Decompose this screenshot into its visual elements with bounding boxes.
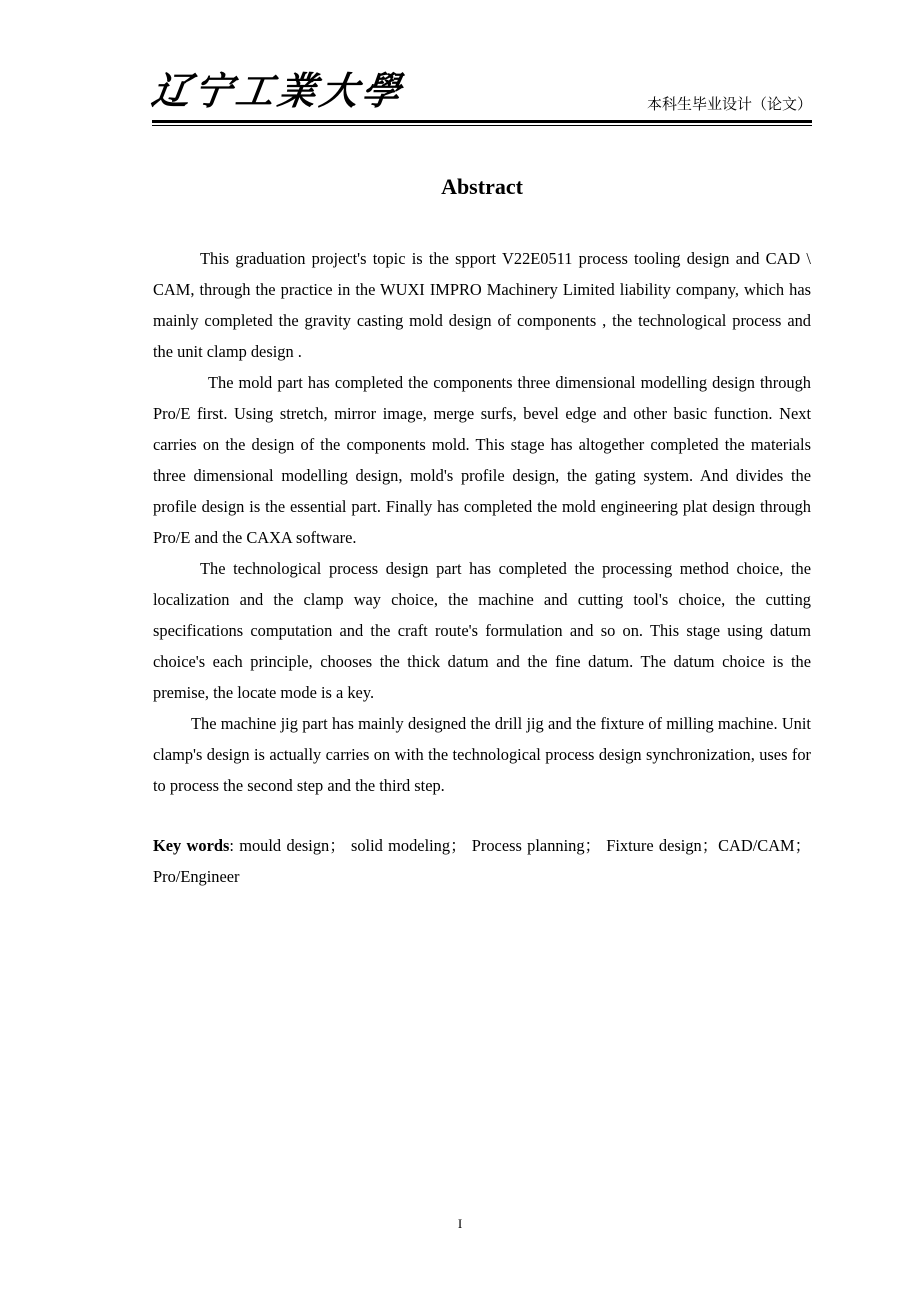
abstract-paragraph: The machine jig part has mainly designed the drill jig and the fixture of milling machine. Unit clamp's design is actually carries on with the technological process design synchronization, uses for to process the second step and the third step. bbox=[153, 714, 811, 795]
abstract-body bbox=[153, 243, 811, 801]
header-rule-thick bbox=[152, 120, 812, 123]
abstract-paragraph: This graduation project's topic is the spport V22E0511 process tooling design and CAD \ CAM, through the practice in the WUXI IMPRO Machinery Limited liability company, which has mainly completed the gravity casting mold design of components , the technological process and the unit clamp design . bbox=[153, 249, 811, 361]
abstract-paragraph: The mold part has completed the components three dimensional modelling design through Pro/E first. Using stretch, mirror image, merge surfs, bevel edge and other basic function. Next carries on the design of the components mold. This stage has altogether completed the materials three dimensional modelling design, mold's profile design, the gating system. And divides the profile design is the essential part. Finally has completed the mold engineering plat design through Pro/E and the CAXA software. bbox=[153, 373, 811, 547]
keywords-text: : mould design； solid modeling； Process planning； Fixture design；CAD/CAM；Pro/Engineer bbox=[153, 836, 812, 886]
keywords-label: Key words bbox=[153, 836, 230, 855]
header-document-type: 本科生毕业设计（论文） bbox=[646, 95, 812, 113]
page-title: Abstract bbox=[441, 174, 523, 199]
header-rule-thin bbox=[152, 125, 812, 126]
keywords-line bbox=[153, 830, 811, 892]
page-number: I bbox=[457, 1216, 463, 1231]
university-logo: 辽宁工業大學 bbox=[148, 68, 408, 113]
abstract-paragraph: The technological process design part has completed the processing method choice, the localization and the clamp way choice, the machine and cutting tool's choice, the cutting specifications computation and the craft route's formulation and so on. This stage using datum choice's each principle, chooses the thick datum and the fine datum. The datum choice is the premise, the locate mode is a key. bbox=[153, 559, 811, 702]
page-header bbox=[148, 68, 812, 128]
